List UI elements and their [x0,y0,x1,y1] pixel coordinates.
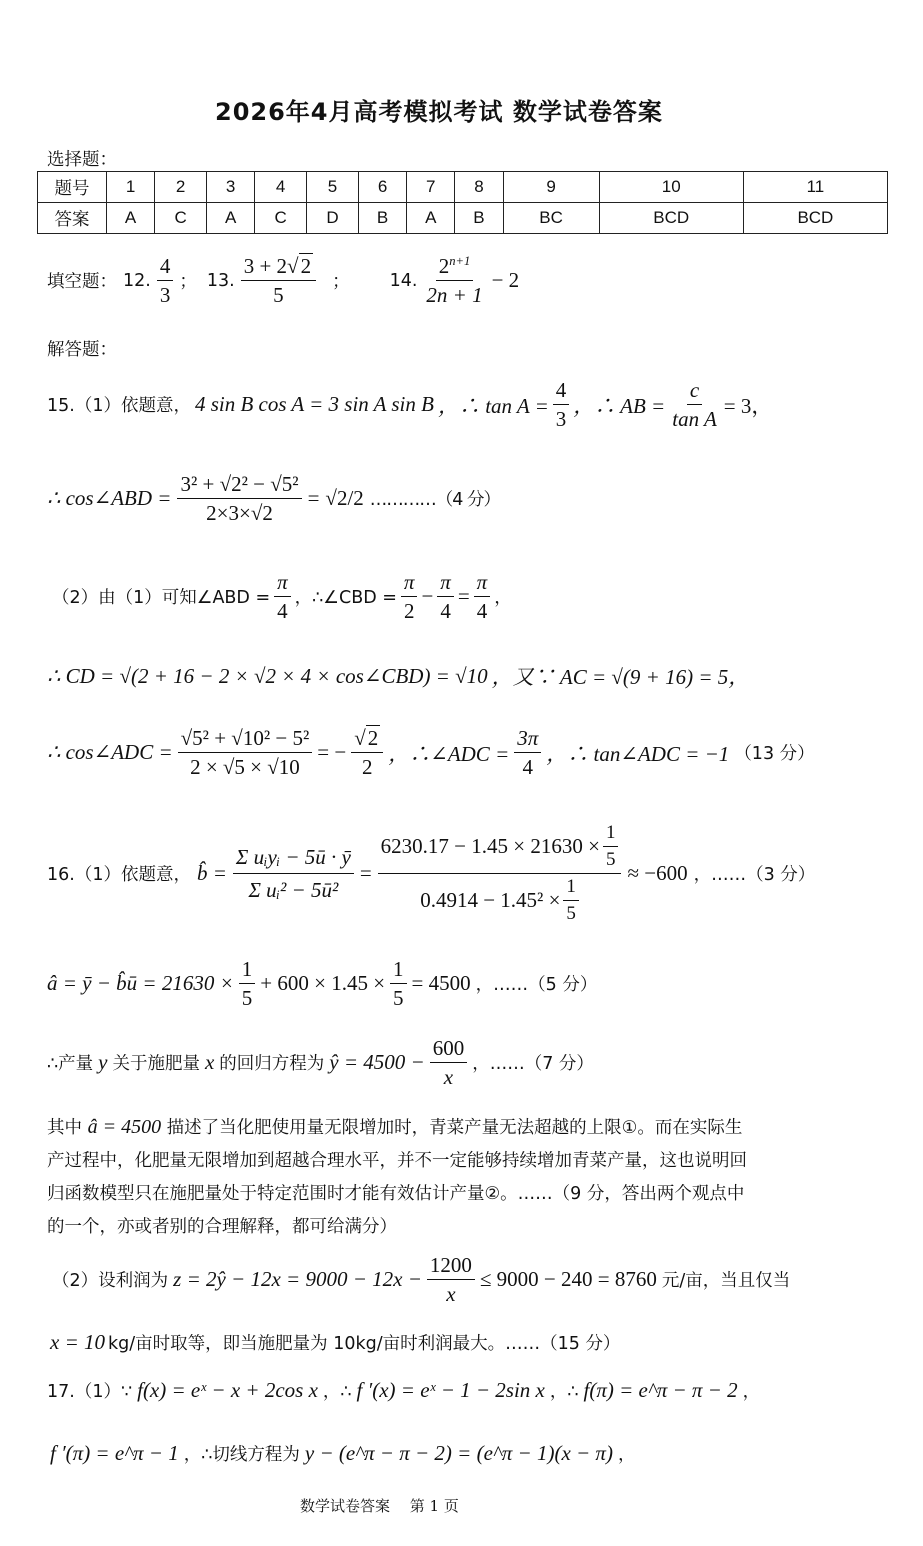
table-cell: 5 [307,172,359,203]
q15-cos-adc: ∴ cos∠ADC = [47,740,173,765]
q16-score-3: ，……（3 分） [693,864,816,885]
q16-approx: ≈ −600 [627,860,688,885]
q15-eq-3: = 3， [723,393,773,418]
den: Σ uᵢ² − 5ū² [248,877,339,902]
therefore: ，∴ [549,1382,579,1402]
q16-plus: + 600 × 1.45 × [260,971,386,996]
q17-intro: 17.（1）∵ [47,1382,133,1402]
table-cell: C [155,203,207,234]
separator: ； [179,272,197,293]
num: √2 [351,726,383,753]
math: â = 4500 [87,1116,162,1138]
text: 其中 [47,1118,82,1138]
den: 5 [605,848,616,870]
q17-tangent-label: ，∴切线方程为 [183,1445,300,1465]
table-cell: BCD [599,203,743,234]
table-header-cell: 题号 [38,172,107,203]
frac-3pi-4 [514,726,541,779]
q16-paragraph-line-4: 的一个，亦或者别的合理解释，都可给满分） [47,1217,397,1237]
num: c [687,378,702,405]
q15-line-2 [47,472,500,525]
q16-ahat: â = ȳ − b̂ū = 21630 × [47,971,234,996]
q17-fx: f(x) = eˣ − x + 2cos x [137,1378,318,1402]
table-cell: 1 [107,172,155,203]
q15-cos-abd: ∴ cos∠ABD = [47,486,172,511]
table-cell: 7 [407,172,455,203]
den: x [443,1065,454,1090]
q16-yhat: ŷ = 4500 − [329,1050,425,1075]
q15-cos-fraction [177,472,301,525]
var-y: y [98,1050,108,1075]
den: 5 [393,986,404,1011]
therefore: ，∴ [322,1382,352,1402]
q14-base: 2 [438,254,450,278]
table-cell: A [107,203,155,234]
frac-root2-2 [351,726,383,779]
den: 5 [241,986,253,1011]
table-cell: 8 [455,172,503,203]
table-cell: 6 [358,172,406,203]
num [378,822,622,874]
q15-line-4 [47,661,749,691]
den [417,874,582,925]
q16-conclusion: kg/亩时取等，即当施肥量为 10kg/亩时利润最大。……（15 分） [108,1334,621,1354]
answer-table [37,171,888,234]
table-cell: 2 [155,172,207,203]
q16-paragraph-line-2: 产过程中，化肥量无限增加到超越合理水平，并不一定能够持续增加青菜产量，这也说明回 [47,1151,747,1171]
table-cell: D [307,203,359,234]
q15-adc-fraction [178,726,313,779]
table-cell: 3 [207,172,255,203]
den: 2×3×√2 [206,501,273,526]
frac-pi-4 [474,570,491,623]
table-cell: 11 [743,172,887,203]
q15-cd: ∴ CD = √(2 + 16 − 2 × √2 × 4 × cos∠CBD) = √10 [47,663,488,688]
q16-bhat: b̂ = [196,860,227,885]
table-row-numbers [38,172,888,203]
table-cell: B [358,203,406,234]
q16-line-6 [50,1330,620,1355]
num: 1 [603,822,619,847]
q14-fraction [423,254,485,307]
q15-line-1 [47,378,772,431]
num: π [274,570,291,597]
q16-numeric-fraction [378,822,622,924]
q16-output-label: ∴产量 [47,1054,94,1075]
q14-tail: − 2 [491,268,520,293]
frac-1-5 [563,876,579,925]
q13-den: 5 [273,283,284,308]
comma: ， [617,1445,636,1465]
table-cell: 4 [255,172,307,203]
q13-num-text: 3 + 2 [243,254,288,278]
q17-line-1 [47,1378,760,1403]
q16-line-5 [52,1253,790,1306]
q14-label: 14. [389,270,418,291]
separator: ； [332,272,350,293]
page-footer: 数学试卷答案 第 1 页 [300,1497,459,1515]
den: 5 [566,902,576,924]
num: 3π [514,726,541,753]
num-text: 6230.17 − 1.45 × 21630 × [380,834,600,859]
q16-profit-bound: ≤ 9000 − 240 = 8760 [479,1267,657,1292]
den: 4 [440,599,451,624]
q16-regarding: 关于施肥量 [112,1054,200,1075]
equals: = [307,486,320,511]
q12-fraction [157,254,174,307]
num: 3² + √2² − √5² [177,472,301,499]
q16-regression-label: 的回归方程为 [219,1054,325,1075]
fill-label: 填空题： [47,272,117,293]
q13-num: 3 + 2√2 [241,254,316,281]
q16-paragraph-line-3: 归函数模型只在施肥量处于特定范围时才能有效估计产量②。……（9 分，答出两个观点中 [47,1184,745,1204]
page-title: 2026年4月高考模拟考试 数学试卷答案 [215,98,663,126]
q16-paragraph-line-1 [47,1114,742,1139]
num: π [474,570,491,597]
den: 4 [476,599,488,624]
q17-line-2 [50,1441,635,1466]
table-cell: BC [503,203,599,234]
table-cell: C [255,203,307,234]
q15-tan-adc: ，∴ tan∠ADC = −1 [546,741,730,766]
num: √5² + √10² − 5² [178,726,313,753]
q15-tan-a: ，∴ tan A = [437,393,549,418]
num: 4 [553,378,570,405]
text: 描述了当化肥使用量无限增加时，青菜产量无法超越的上限①。而在实际生 [166,1118,743,1138]
q15-line-5 [47,726,815,779]
table-cell: A [207,203,255,234]
q16-profit-eq: z = 2ŷ − 12x = 9000 − 12x − [173,1267,422,1292]
var-x: x [204,1050,215,1075]
frac-pi-2 [401,570,418,623]
den: x [446,1282,456,1307]
num: π [401,570,418,597]
den: 3 [555,407,567,432]
q17-fprime-pi: f ′(π) = e^π − 1 [50,1441,179,1465]
q13-label: 13. [206,270,235,291]
q15-line-3: （2）由（1）可知∠ABD = $\frac{\pi}{4}$ ，∴∠CBD = $\frac{\pi}{2}$ − $\frac{\pi}{4}$ = $\frac{\pi}{4}$ ， [52,570,512,624]
q16-line-3 [47,1036,594,1089]
solve-section-label: 解答题： [47,340,117,360]
den: 4 [277,599,288,624]
q15-angle-adc: ，∴∠ADC = [388,741,510,766]
q16-x10: x = 10 [50,1330,105,1354]
equals-minus: = − [317,740,347,765]
q15-frac-4-3 [553,378,570,431]
q15-part2-intro: （2）由（1）可知∠ABD = [52,588,271,609]
q14-num [436,254,474,281]
q16-4500: = 4500 [411,971,471,996]
den: 2 [403,599,415,624]
frac-1200-x [427,1253,475,1306]
q15-intro: 15.（1）依题意， [47,396,191,417]
frac-1-5 [603,822,619,871]
frac-600-x [430,1036,468,1089]
frac-1-5 [239,957,256,1010]
den: tan A [672,407,717,432]
q16-line-2 [47,957,597,1010]
sqrt: 2 [367,726,379,750]
comma: ， [742,1382,761,1402]
table-cell: BCD [743,203,887,234]
q14-den: 2n + 1 [426,283,483,308]
q16-unit: 元/亩，当且仅当 [661,1271,791,1292]
q17-tangent-eq: y − (e^π − π − 2) = (e^π − 1)(x − π) [304,1441,613,1465]
frac-1-5 [390,957,407,1010]
q15-frac-c-tan [669,378,720,431]
q13-sqrt: 2 [300,254,312,278]
q15-ac: ，又∵ AC = √(9 + 16) = 5， [491,665,750,689]
q12-den: 3 [159,283,171,308]
q12-label: 12. [123,270,151,291]
fill-section [47,254,519,307]
den: 2 × √5 × √10 [190,755,300,780]
q15-score-4: …………（4 分） [369,490,500,511]
q16-score-5: ，……（5 分） [475,975,598,996]
q15-cbd: ，∴∠CBD = [294,588,397,609]
num: 1 [239,957,256,984]
choice-section-label: 选择题： [47,150,117,170]
q13-fraction [241,254,316,307]
q12-num: 4 [157,254,174,281]
table-cell: 9 [503,172,599,203]
table-header-cell: 答案 [38,203,107,234]
num: 1 [390,957,407,984]
q17-fprime: f ′(x) = eˣ − 1 − 2sin x [356,1378,545,1402]
q16-profit-label: （2）设利润为 [52,1271,169,1292]
num: 1 [563,876,579,901]
q15-equation: 4 sin B cos A = 3 sin A sin B [194,392,434,417]
q15-result: √2/2 [325,486,364,511]
num: π [437,570,454,597]
num: Σ uᵢyᵢ − 5ū · ȳ [233,845,354,874]
q15-score-13: （13 分） [734,744,815,765]
num: 1200 [427,1253,475,1280]
table-cell: 10 [599,172,743,203]
q16-score-7: ，……（7 分） [472,1054,594,1075]
q14-exp: n+1 [449,254,471,268]
frac-pi-4 [437,570,454,623]
den: 2 [361,755,373,780]
q16-intro: 16.（1）依题意， [47,864,191,885]
num: 600 [430,1036,468,1063]
frac-pi-4 [274,570,291,623]
table-cell: B [455,203,503,234]
table-row-answers [38,203,888,234]
q16-line-1: 16.（1）依题意， b̂ = $\frac{\text{Σ uᵢyᵢ − 5ū · ȳ}}{\text{Σ uᵢ² − 5ū²}}$ = 6230.17 − 1.45 × 21630 × $\frac{1}{5}$ 0.4914 − 1.45² × $\frac{1}{5}$ ≈ −600 ，……（3 分） [47,822,816,924]
den: 4 [522,755,534,780]
q15-ab: ，∴ AB = [573,393,666,418]
q17-fpi: f(π) = e^π − π − 2 [583,1378,738,1402]
q16-sum-fraction [233,845,354,902]
table-cell: A [407,203,455,234]
den-text: 0.4914 − 1.45² × [420,887,561,912]
